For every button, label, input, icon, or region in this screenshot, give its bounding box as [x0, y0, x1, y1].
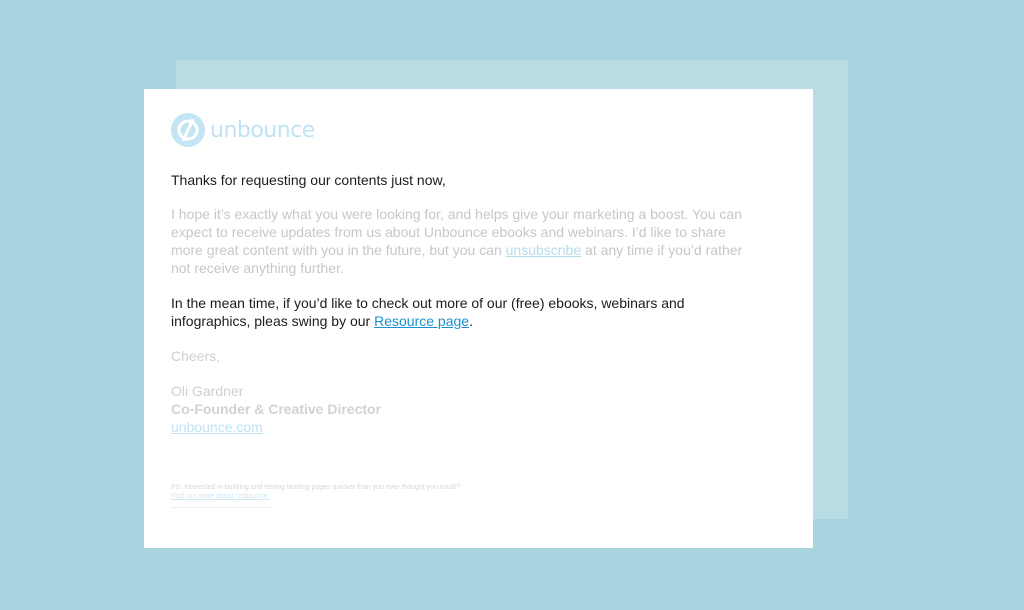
postscript-link[interactable]: Find out more about Unbounce.: [171, 493, 270, 500]
brand-name: unbounce: [210, 117, 315, 143]
paragraph-text: I hope it’s exactly what you were looking for, and helps give your marketing a boost. You can expect to receive updates from us about Unbounce ebooks and webinars. I’d like to share more great content with you in the future, but you can: [171, 206, 742, 258]
email-body: [171, 171, 746, 508]
signature-website-link[interactable]: unbounce.com: [171, 419, 263, 435]
email-signoff: Cheers,: [171, 348, 221, 364]
postscript-divider: [171, 507, 271, 508]
unbounce-logo-icon: [171, 113, 205, 147]
paragraph-text: at any time if you’d rather not receive anything further.: [171, 242, 743, 276]
resource-page-link[interactable]: Resource page: [374, 313, 470, 329]
email-card: [144, 89, 813, 548]
paragraph-text: In the mean time, if you’d like to check out more of our (free) ebooks, webinars and infographics, pleas swing by our: [171, 295, 685, 329]
paragraph-text: .: [469, 313, 473, 329]
signature-title: Co-Founder & Creative Director: [171, 401, 382, 417]
email-paragraph-updates: [171, 205, 746, 277]
unsubscribe-link[interactable]: unsubscribe: [505, 242, 582, 258]
brand-logo: [171, 112, 813, 148]
postscript-text: PS: Interested in building and testing landing pages quicker than you ever thought you could?: [171, 484, 461, 491]
email-signature: [171, 382, 746, 436]
email-paragraph-resources: [171, 294, 746, 330]
signature-name: Oli Gardner: [171, 383, 244, 399]
email-greeting: Thanks for requesting our contents just now,: [171, 172, 446, 188]
email-postscript: [171, 483, 531, 508]
